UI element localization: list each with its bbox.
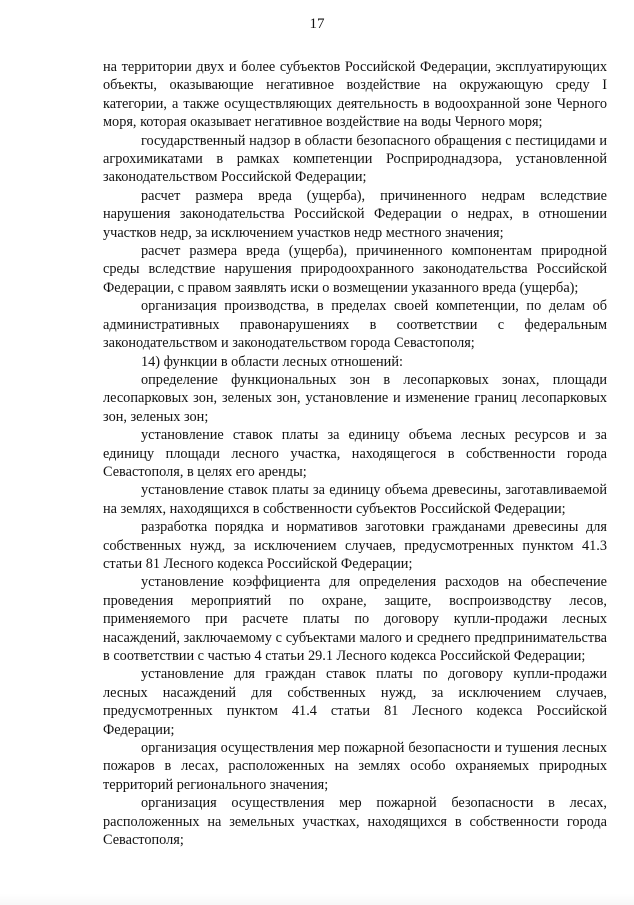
paragraph: государственный надзор в области безопасного обращения с пестицидами и агрохимикатами в рамках компетенции Росприроднадзора, установленной законодательством Российской Федерации;: [103, 132, 607, 186]
paragraph: установление коэффициента для определения расходов на обеспечение проведения мероприятий по охране, защите, воспроизводству лесов, применяемого при расчете платы по договору купли-продажи лесных насаждений, заключаемому с субъектами малого и среднего предпринимательства в соответствии с частью 4 статьи 29.1 Лесного кодекса Российской Федерации;: [103, 574, 607, 664]
paragraph: на территории двух и более субъектов Российской Федерации, эксплуатирующих объекты, оказывающие негативное воздействие на окружающую среду I категории, а также осуществляющих деятельность в водоохранной зоне Черного моря, которая оказывает негативное воздействие на воды Черного моря;: [103, 59, 607, 131]
paragraph: расчет размера вреда (ущерба), причиненного недрам вследствие нарушения законодательства Российской Федерации о недрах, в отношении участков недр, за исключением участков недр местного значения;: [103, 187, 607, 241]
paragraph: установление ставок платы за единицу объема древесины, заготавливаемой на землях, находящихся в собственности субъектов Российской Федерации;: [103, 482, 607, 517]
document-body: [103, 58, 607, 849]
page-number: 17: [309, 16, 325, 32]
paragraph: расчет размера вреда (ущерба), причиненного компонентам природной среды вследствие нарушения природоохранного законодательства Российской Федерации, с правом заявлять иски о возмещении указанного вреда (ущерба);: [103, 243, 607, 296]
paragraph: организация производства, в пределах своей компетенции, по делам об административных правонарушениях в соответствии с федеральным законодательством и законодательством города Севастополя;: [103, 298, 607, 352]
scan-bottom-edge: [0, 893, 634, 905]
paragraph: организация осуществления мер пожарной безопасности в лесах, расположенных на земельных участках, находящихся в собственности города Севастополя;: [103, 795, 607, 849]
paragraph: установление ставок платы за единицу объема лесных ресурсов и за единицу площади лесного участка, находящегося в собственности города Севастополя, в целях его аренды;: [103, 427, 607, 480]
paragraph: определение функциональных зон в лесопарковых зонах, площади лесопарковых зон, зеленых зон, установление и изменение границ лесопарковых зон, зеленых зон;: [103, 371, 607, 425]
paragraph: организация осуществления мер пожарной безопасности и тушения лесных пожаров в лесах, расположенных на землях особо охраняемых природных территорий регионального значения;: [103, 740, 607, 793]
paragraph: установление для граждан ставок платы по договору купли-продажи лесных насаждений для собственных нужд, за исключением случаев, предусмотренных пунктом 41.4 статьи 81 Лесного кодекса Российской Федерации;: [103, 666, 607, 738]
paragraph: разработка порядка и нормативов заготовки гражданами древесины для собственных нужд, за исключением случаев, предусмотренных пунктом 41.3 статьи 81 Лесного кодекса Российской Федерации;: [103, 519, 607, 572]
section-heading: 14) функции в области лесных отношений:: [141, 353, 403, 370]
